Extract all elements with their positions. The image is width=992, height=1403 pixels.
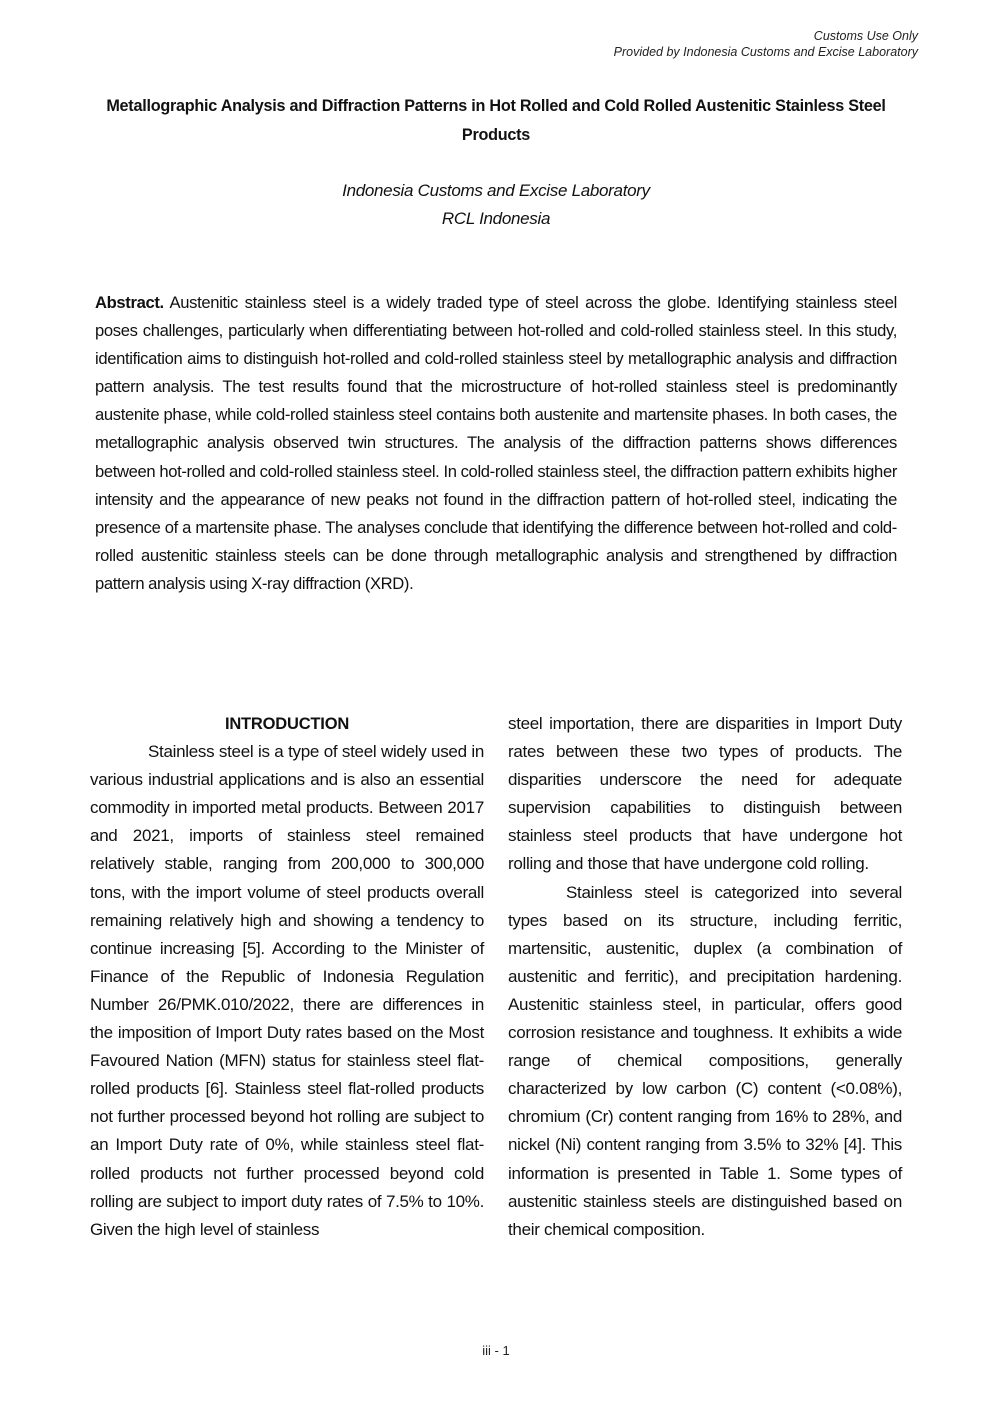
affiliations: [90, 177, 902, 233]
abstract-text: Austenitic stainless steel is a widely traded type of steel across the globe. Identifying stainless steel poses challenges, particularly when differentiating between hot-rolled and cold-rolled stainless steel. In this study, identification aims to distinguish hot-rolled and cold-rolled stainless steel by metallographic analysis and diffraction pattern analysis. The test results found that the microstructure of hot-rolled stainless steel is predominantly austenite phase, while cold-rolled stainless steel contains both austenite and martensite phases. In both cases, the metallographic analysis observed twin structures. The analysis of the diffraction patterns shows differences between hot-rolled and cold-rolled stainless steel. In cold-rolled stainless steel, the diffraction pattern exhibits higher intensity and the appearance of new peaks not found in the diffraction pattern of hot-rolled steel, indicating the presence of a martensite phase. The analyses conclude that identifying the difference between hot-rolled and cold-rolled austenitic stainless steels can be done through metallographic analysis and strengthened by diffraction pattern analysis using X-ray diffraction (XRD).: [95, 293, 897, 593]
abstract-label: Abstract.: [95, 293, 164, 312]
paper-title: Metallographic Analysis and Diffraction Patterns in Hot Rolled and Cold Rolled Austenitic Stainless Steel Products: [106, 97, 886, 144]
column-right: [508, 710, 902, 1244]
intro-paragraph-2: Stainless steel is categorized into several types based on its structure, including ferritic, martensitic, austenitic, duplex (a combination of austenitic and ferritic), and precipitation hardening. Austenitic stainless steel, in particular, offers good corrosion resistance and toughness. It exhibits a wide range of chemical compositions, generally characterized by low carbon (C) content (<0.08%), chromium (Cr) content ranging from 16% to 28%, and nickel (Ni) content ranging from 3.5% to 32% [4]. This information is presented in Table 1. Some types of austenitic stainless steels are distinguished based on their chemical composition.: [508, 882, 902, 1239]
affiliation-secondary: RCL Indonesia: [441, 209, 551, 228]
header-line-usage: Customs Use Only: [813, 29, 918, 43]
affiliation-primary: Indonesia Customs and Excise Laboratory: [342, 181, 650, 200]
header-line-provider: Provided by Indonesia Customs and Excise Laboratory: [613, 45, 918, 59]
intro-paragraph-1: Stainless steel is a type of steel widely used in various industrial applications and is also an essential commodity in imported metal products. Between 2017 and 2021, imports of stainless steel remained relatively stable, ranging from 200,000 to 300,000 tons, with the import volume of steel products overall remaining relatively high and showing a tendency to continue increasing [5]. According to the Minister of Finance of the Republic of Indonesia Regulation Number 26/PMK.010/2022, there are differences in the imposition of Import Duty rates based on the Most Favoured Nation (MFN) status for stainless steel flat-rolled products [6]. Stainless steel flat-rolled products not further processed beyond hot rolling are subject to an Import Duty rate of 0%, while stainless steel flat-rolled products not further processed beyond cold rolling are subject to import duty rates of 7.5% to 10%. Given the high level of stainless: [90, 742, 484, 1239]
running-header: [614, 28, 918, 60]
page-number: iii - 1: [482, 1343, 510, 1358]
abstract: [95, 289, 897, 598]
intro-paragraph-1-continued: steel importation, there are disparities in Import Duty rates between these two types of products. The disparities underscore the need for adequate supervision capabilities to distinguish between stainless steel products that have undergone hot rolling and those that have undergone cold rolling.: [508, 714, 902, 874]
section-heading-introduction: INTRODUCTION: [224, 715, 350, 733]
column-left: [90, 710, 484, 1244]
